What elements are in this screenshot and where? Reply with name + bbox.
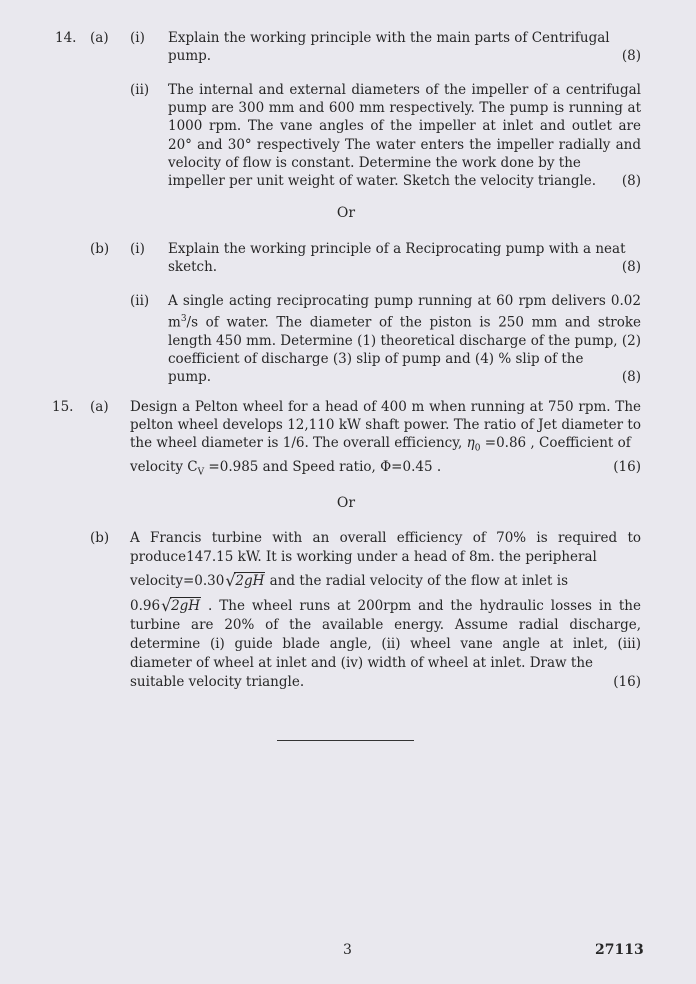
subpart-label-14a-i: (i): [130, 30, 145, 46]
question-14a-i: [168, 29, 641, 65]
question-15b: [130, 529, 641, 692]
question-14a-i-line1: Explain the working principle with the main parts of Centrifugal: [168, 30, 610, 46]
question-14b-i-line1: Explain the working principle of a Reciprocating pump with a neat: [168, 241, 626, 257]
end-rule: [277, 740, 414, 741]
question-15a-last: velocity $C_V =0.985$ and Speed ratio, Φ=0.45 .: [130, 459, 442, 478]
question-number-14: 14.: [55, 30, 77, 46]
question-number-15: 15.: [52, 399, 74, 415]
or-separator-15: Or: [336, 495, 356, 511]
marks-14a-i: (8): [621, 48, 641, 65]
paper-code: 27113: [595, 942, 644, 958]
part-label-14a: (a): [90, 30, 109, 46]
question-14b-ii: [168, 292, 641, 387]
marks-14b-ii: (8): [621, 369, 641, 386]
question-14b-i-line2: sketch.: [168, 259, 218, 276]
question-15b-last: suitable velocity triangle.: [130, 674, 305, 690]
part-label-14b: (b): [90, 241, 110, 257]
sqrt-expression: √ 2gH: [225, 572, 265, 591]
marks-14a-ii: (8): [621, 173, 641, 190]
subpart-label-14b-ii: (ii): [130, 293, 150, 309]
question-14a-ii-text: The internal and external diameters of the impeller of a centrifugal pump are 300 mm and 600 mm respectively. The pump is running at 1000 rpm. The vane angles of the impeller at inlet and outlet are 20° and 30° respectively The water enters the impeller radially and velocity of flow is constant. Determine the work done by the: [168, 82, 641, 171]
part-label-15b: (b): [90, 530, 110, 546]
question-15b-line1: A Francis turbine with an overall efficiency of 70% is required to produce147.15 kW. It is working under a head of 8m. the peripheral: [130, 530, 641, 565]
subpart-label-14b-i: (i): [130, 241, 145, 257]
question-14b-ii-text: A single acting reciprocating pump running at 60 rpm delivers 0.02 $m^3/s$ of water. The diameter of the piston is 250 mm and stroke length 450 mm. Determine (1) theoretical discharge of the pump, (2) coefficient of discharge (3) slip of pump and (4) % slip of the: [168, 293, 641, 368]
part-label-15a: (a): [90, 399, 109, 415]
question-14a-ii: [168, 81, 641, 190]
page-number: 3: [343, 942, 352, 958]
question-14b-ii-last: pump.: [168, 369, 212, 386]
or-separator-14: Or: [336, 205, 356, 221]
question-15a-text: Design a Pelton wheel for a head of 400 m when running at 750 rpm. The pelton wheel develops 12,110 kW shaft power. The ratio of Jet diameter to the wheel diameter is 1/6. The overall efficiency, $\eta_0 =0.86$ , Coefficient of: [130, 399, 641, 455]
question-14b-i: [168, 240, 641, 276]
question-14a-ii-last: impeller per unit weight of water. Sketch the velocity triangle.: [168, 173, 597, 190]
question-15b-continued: 0.96√ 2gH . The wheel runs at 200rpm and the hydraulic losses in the turbine are 20% of the available energy. Assume radial discharge, determine (i) guide blade angle, (ii) wheel vane angle at inlet, (iii) diameter of wheel at inlet and (iv) width of wheel at inlet. Draw the: [130, 597, 641, 673]
question-15a: [130, 398, 641, 482]
sqrt-expression: √ 2gH: [161, 597, 201, 616]
question-15b-velocity: velocity=0.30√ 2gH and the radial velocity of the flow at inlet is: [130, 572, 641, 591]
marks-15a: (16): [613, 459, 641, 476]
marks-14b-i: (8): [621, 259, 641, 276]
subpart-label-14a-ii: (ii): [130, 82, 150, 98]
question-14a-i-line2: pump.: [168, 48, 212, 65]
marks-15b: (16): [613, 674, 641, 690]
